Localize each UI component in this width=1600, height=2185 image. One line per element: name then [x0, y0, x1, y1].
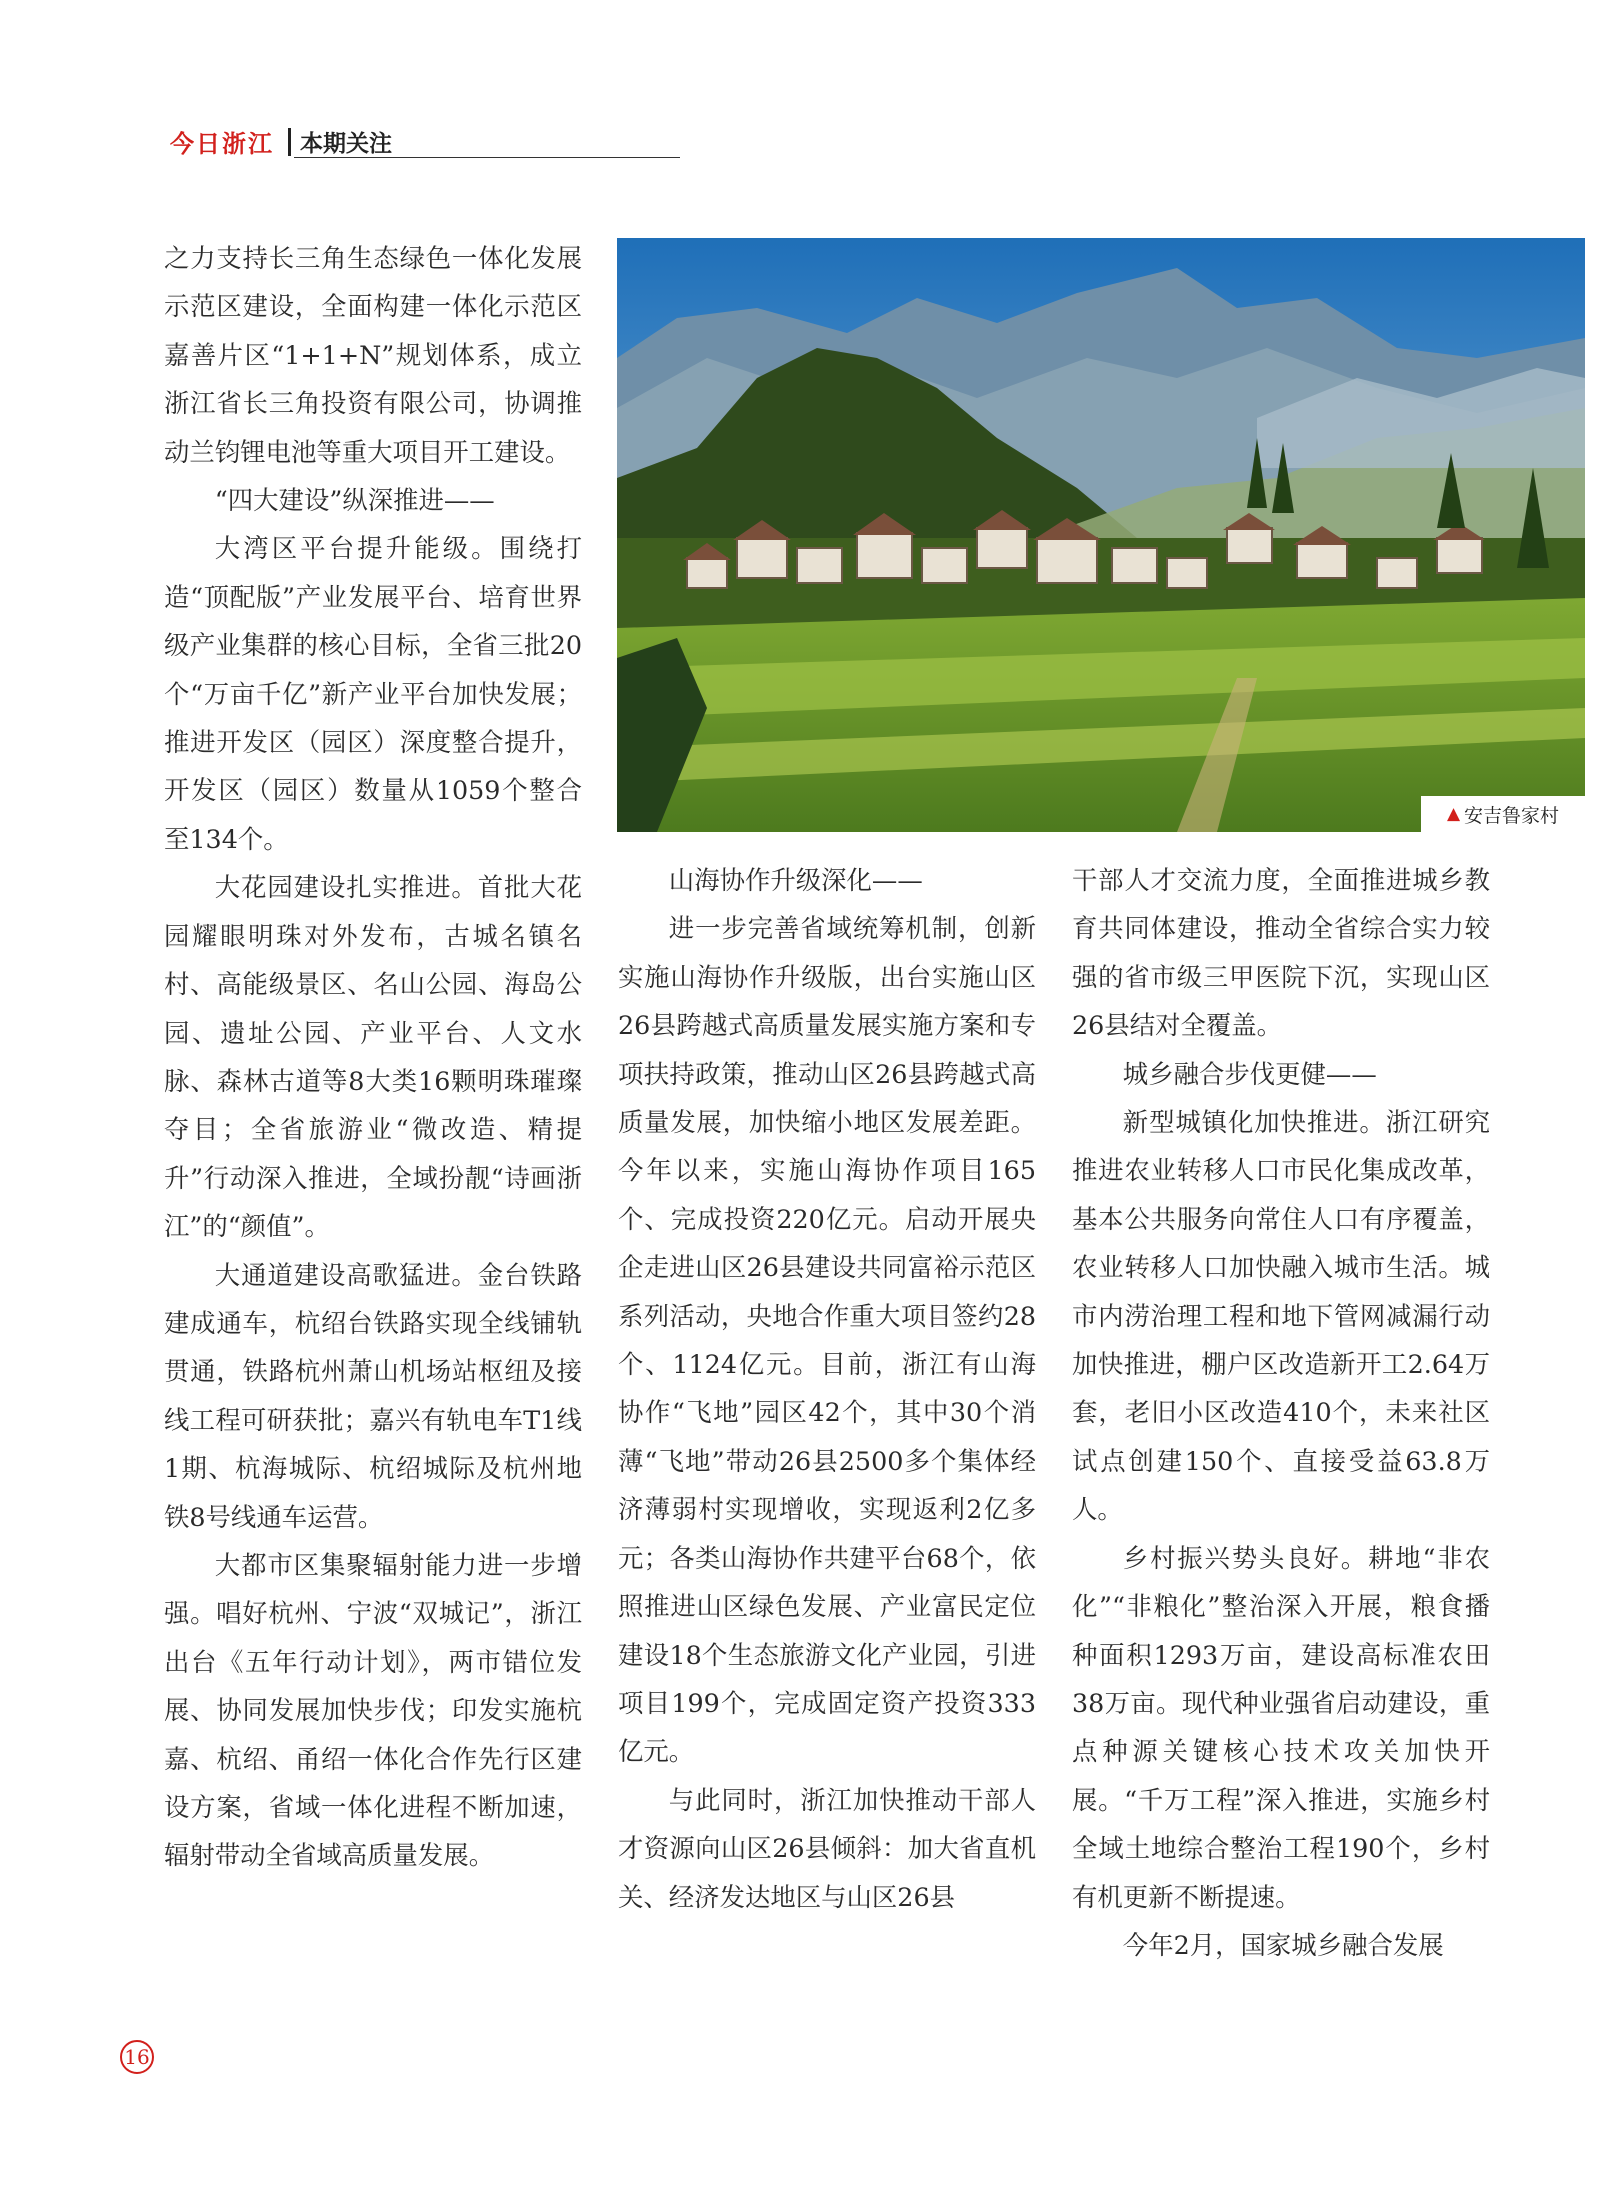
- paragraph: 干部人才交流力度，全面推进城乡教育共同体建设，推动全省综合实力较强的省市级三甲医院下沉，实现山区26县结对全覆盖。: [1072, 865, 1490, 1041]
- subheading: 山海协作升级深化——: [668, 865, 923, 895]
- paragraph: 与此同时，浙江加快推动干部人才资源向山区26县倾斜：加大省直机关、经济发达地区与山区26县: [618, 1784, 1036, 1912]
- village-landscape-photo: [617, 238, 1585, 832]
- paragraph: 大通道建设高歌猛进。金台铁路建成通车，杭绍台铁路实现全线铺轨贯通，铁路杭州萧山机场站枢纽及接线工程可研获批；嘉兴有轨电车T1线1期、杭海城际、杭绍城际及杭州地铁8号线通车运营。: [164, 1259, 582, 1532]
- landscape-illustration: [617, 238, 1585, 832]
- header-rule: [294, 157, 680, 158]
- text-column-1: [164, 234, 582, 1880]
- paragraph: 大湾区平台提升能级。围绕打造“顶配版”产业发展平台、培育世界级产业集群的核心目标，全省三批20个“万亩千亿”新产业平台加快发展；推进开发区（园区）深度整合提升，开发区（园区）数量从1059个整合至134个。: [164, 533, 582, 854]
- page-number: 16: [120, 2040, 154, 2074]
- subheading: “四大建设”纵深推进——: [214, 485, 495, 516]
- paragraph: 乡村振兴势头良好。耕地“非农化”“非粮化”整治深入开展，粮食播种面积1293万亩，建设高标准农田38万亩。现代种业强省启动建设，重点种源关键核心技术攻关加快开展。“千万工程”深入推进，实施乡村全域土地综合整治工程190个，乡村有机更新不断提速。: [1072, 1542, 1490, 1912]
- paragraph: 大花园建设扎实推进。首批大花园耀眼明珠对外发布，古城名镇名村、高能级景区、名山公园、海岛公园、遗址公园、产业平台、人文水脉、森林古道等8大类16颗明珠璀璨夺目；全省旅游业“微改造、精提升”行动深入推进，全域扮靓“诗画浙江”的“颜值”。: [164, 872, 582, 1242]
- paragraph: 大都市区集聚辐射能力进一步增强。唱好杭州、宁波“双城记”，浙江出台《五年行动计划》，两市错位发展、协同发展加快步伐；印发实施杭嘉、杭绍、甬绍一体化合作先行区建设方案，省域一体化进程不断加速，辐射带动全省域高质量发展。: [164, 1549, 582, 1871]
- photo-caption: [1421, 796, 1585, 832]
- paragraph: 新型城镇化加快推进。浙江研究推进农业转移人口市民化集成改革，基本公共服务向常住人口有序覆盖，农业转移人口加快融入城市生活。城市内涝治理工程和地下管网减漏行动加快推进，棚户区改造新开工2.64万套，老旧小区改造410个，未来社区试点创建150个、直接受益63.8万人。: [1072, 1107, 1490, 1525]
- section-title: 本期关注: [300, 131, 392, 157]
- paragraph: 进一步完善省域统筹机制，创新实施山海协作升级版，出台实施山区26县跨越式高质量发展实施方案和专项扶持政策，推动山区26县跨越式高质量发展，加快缩小地区发展差距。今年以来，实施山海协作项目165个、完成投资220亿元。启动开展央企走进山区26县建设共同富裕示范区系列活动，央地合作重大项目签约28个、1124亿元。目前，浙江有山海协作“飞地”园区42个，其中30个消薄“飞地”带动26县2500多个集体经济薄弱村实现增收，实现返利2亿多元；各类山海协作共建平台68个，依照推进山区绿色发展、产业富民定位建设18个生态旅游文化产业园，引进项目199个，完成固定资产投资333亿元。: [618, 913, 1036, 1767]
- text-column-2: [618, 856, 1036, 1921]
- caption-text: 安吉鲁家村: [1464, 804, 1560, 827]
- caption-triangle-icon: ▲: [1446, 804, 1461, 824]
- paragraph: 之力支持长三角生态绿色一体化发展示范区建设，全面构建一体化示范区嘉善片区“1+1+N”规划体系，成立浙江省长三角投资有限公司，协调推动兰钧锂电池等重大项目开工建设。: [164, 243, 582, 467]
- text-column-3: [1072, 856, 1490, 1969]
- magazine-logo: 今日浙江: [170, 129, 274, 158]
- header-separator: [288, 128, 291, 156]
- subheading: 城乡融合步伐更健——: [1122, 1058, 1377, 1089]
- paragraph: 今年2月，国家城乡融合发展: [1122, 1929, 1444, 1960]
